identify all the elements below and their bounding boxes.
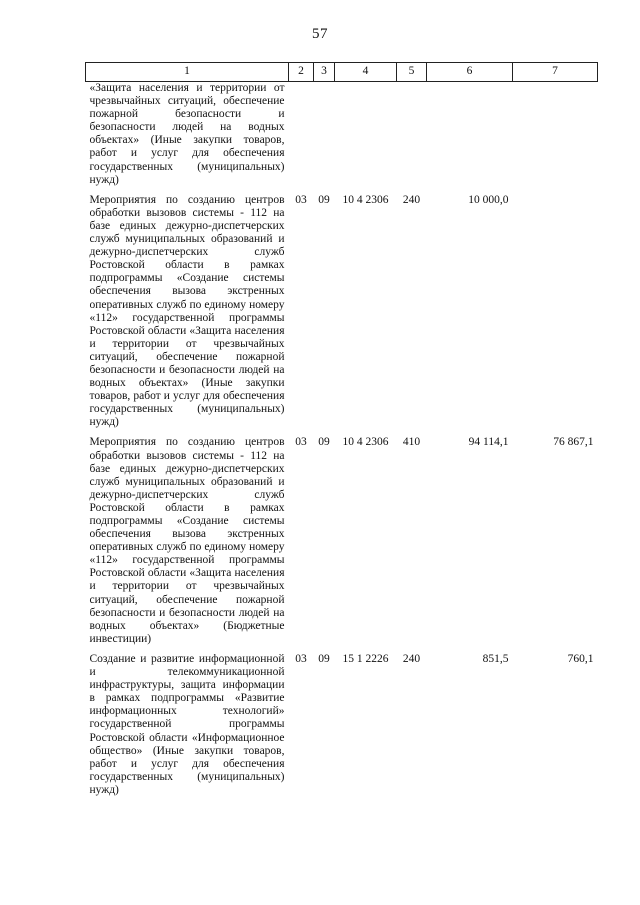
row-target-article: 10 4 2306: [342, 193, 389, 206]
row-description: «Защита населения и территории от чрезвычайных ситуаций, обеспечение пожарной безопасности и безопасности людей на водных объектах» (Иные закупки товаров, работ и услуг для обеспечения государственных (муниципальных) нужд): [89, 82, 285, 186]
table-row: [86, 82, 598, 187]
row-amount-2: [513, 82, 598, 187]
row-amount-2: 760,1: [567, 652, 594, 665]
row-expense-type: [397, 82, 427, 187]
row-spacer: [86, 429, 598, 436]
row-subsection: 09: [318, 436, 330, 449]
header-col-4: 4: [335, 63, 397, 82]
header-col-3: 3: [314, 63, 335, 82]
page-number: 57: [312, 26, 328, 42]
row-subsection: 09: [318, 652, 330, 665]
row-target-article: [335, 82, 397, 187]
row-spacer: [86, 646, 598, 653]
table-row: [86, 194, 598, 430]
row-description: Мероприятия по созданию центров обработки вызовов системы - 112 на базе единых дежурно-диспетчерских служб муниципальных образований и дежурно-диспетчерских служб Ростовской области в рамках подпрограммы «Создание системы обеспечения вызова экстренных оперативных служб по единому номеру «112» государственной программы Ростовской области «Защита населения и территории от чрезвычайных ситуаций, обеспечение пожарной безопасности и безопасности людей на водных объектах» (Бюджетные инвестиции): [89, 436, 285, 645]
header-col-2: 2: [289, 63, 314, 82]
budget-table-container: [85, 62, 597, 797]
row-section: 03: [295, 436, 307, 449]
row-section: 03: [295, 652, 307, 665]
budget-table: [85, 62, 598, 797]
row-description: Мероприятия по созданию центров обработки вызовов системы - 112 на базе единых дежурно-диспетчерских служб муниципальных образований и дежурно-диспетчерских служб Ростовской области в рамках подпрограммы «Создание системы обеспечения вызова экстренных оперативных служб по единому номеру «112» государственной программы Ростовской области «Защита населения и территории от чрезвычайных ситуаций, обеспечение пожарной безопасности и безопасности людей на водных объектах» (Иные закупки товаров, работ и услуг для обеспечения государственных (муниципальных) нужд): [89, 193, 285, 429]
row-subsection: [314, 82, 335, 187]
row-expense-type: 240: [402, 193, 421, 206]
row-expense-type: 410: [402, 436, 421, 449]
table-row: [86, 436, 598, 646]
header-col-5: 5: [397, 63, 427, 82]
row-section: 03: [295, 193, 307, 206]
row-target-article: 10 4 2306: [342, 436, 389, 449]
header-row: [86, 63, 598, 82]
row-amount-1: [427, 82, 513, 187]
row-section: [289, 82, 314, 187]
row-description: Создание и развитие информационной и телекоммуникационной инфраструктуры, защита информации в рамках подпрограммы «Развитие информационных технологий» государственной программы Ростовской области «Информационное общество» (Иные закупки товаров, работ и услуг для обеспечения государственных (муниципальных) нужд): [89, 652, 285, 796]
row-subsection: 09: [318, 193, 330, 206]
header-col-1: 1: [86, 63, 289, 82]
table-row: [86, 653, 598, 797]
header-col-6: 6: [427, 63, 513, 82]
row-amount-1: 851,5: [482, 652, 509, 665]
row-amount-2: 76 867,1: [553, 436, 594, 449]
row-amount-1: 94 114,1: [468, 436, 509, 449]
row-amount-2: [513, 194, 598, 430]
row-target-article: 15 1 2226: [342, 652, 389, 665]
row-expense-type: 240: [402, 652, 421, 665]
row-amount-1: 10 000,0: [468, 193, 509, 206]
row-spacer: [86, 187, 598, 194]
header-col-7: 7: [513, 63, 598, 82]
